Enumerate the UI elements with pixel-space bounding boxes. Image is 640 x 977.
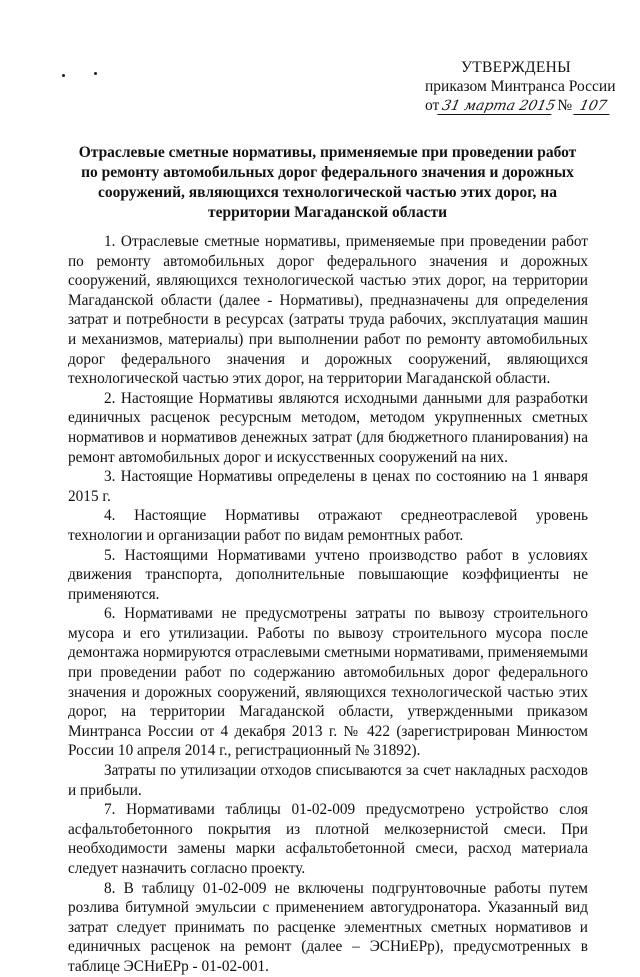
paragraph-8: 8. В таблицу 01-02-009 не включены подгрунтовочные работы путем розлива битумной эмульсии с применением автогудронатора. Указанный вид затрат следует принимать по расценке элементных сметных нормативов и единичных расценок на ремонт (далее – ЭСНиЕРр), предусмотренных в таблице ЭСНиЕРр - 01-02-001. — [68, 879, 588, 975]
approved-label: УТВЕРЖДЕНЫ — [461, 59, 571, 76]
order-date-line — [425, 96, 625, 115]
order-label: приказом Минтранса России — [425, 78, 616, 95]
order-number-handwritten: 107 — [573, 99, 612, 115]
paragraph-6: 6. Нормативами не предусмотрены затраты по вывозу строительного мусора и его утилизации. Работы по вывозу строительного мусора после демонтажа нормируются отраслевыми сметными нормативами, применяемыми при проведении работ по содержанию автомобильных дорог федерального значения и дорожных сооружений, являющихся технологической частью этих дорог, на территории Магаданской области, утвержденными приказом Минтранса России от 4 декабря 2013 г. № 422 (зарегистрирован Минюстом России 10 апреля 2014 г., регистрационный № 31892). — [68, 605, 588, 760]
order-date-handwritten: 31 марта 2015 — [438, 99, 555, 115]
date-prefix: от — [425, 97, 440, 114]
document-body — [68, 232, 588, 977]
scan-speck — [62, 74, 65, 77]
paragraph-3: 3. Настоящие Нормативы определены в ценах по состоянию на 1 января 2015 г. — [68, 468, 588, 505]
paragraph-7: 7. Нормативами таблицы 01-02-009 предусмотрено устройство слоя асфальтобетонного покрытия из плотной мелкозернистой смеси. При необходимости замены марки асфальтобетонной смеси, расход материала следует назначить согласно проекту. — [68, 801, 588, 877]
paragraph-4: 4. Настоящие Нормативы отражают среднеотраслевой уровень технологии и организации работ по видам ремонтных работ. — [68, 507, 588, 544]
paragraph-1: 1. Отраслевые сметные нормативы, применяемые при проведении работ по ремонту автомобильных дорог федерального значения и дорожных сооружений, являющихся технологической частью этих дорог, на территории Магаданской области (далее - Нормативы), предназначены для определения затрат и потребности в ресурсах (затраты труда рабочих, эксплуатация машин и механизмов, материалы) при выполнении работ по ремонту автомобильных дорог федерального значения и дорожных сооружений, являющихся технологической частью этих дорог, на территории Магаданской области. — [68, 233, 588, 388]
approval-block — [425, 58, 625, 115]
scan-specks — [58, 70, 118, 80]
scan-speck — [94, 72, 97, 75]
paragraph-5: 5. Настоящими Нормативами учтено производство работ в условиях движения транспорта, дополнительные повышающие коэффициенты не применяются. — [68, 546, 588, 603]
order-number-label: № — [557, 97, 573, 114]
paragraph-2: 2. Настоящие Нормативы являются исходными данными для разработки единичных расценок ресурсным методом, методом укрупненных сметных нормативов и нормативов денежных затрат (для бюджетного планирования) на ремонт автомобильных дорог и искусственных сооружений на них. — [68, 389, 588, 466]
document-title: Отраслевые сметные нормативы, применяемые при проведении работ по ремонту автомобильных дорог федерального значения и дорожных сооружений, являющихся технологической частью этих дорог, на территории Магаданской области — [78, 144, 577, 221]
paragraph-6-note: Затраты по утилизации отходов списываются за счет накладных расходов и прибыли. — [68, 762, 588, 799]
